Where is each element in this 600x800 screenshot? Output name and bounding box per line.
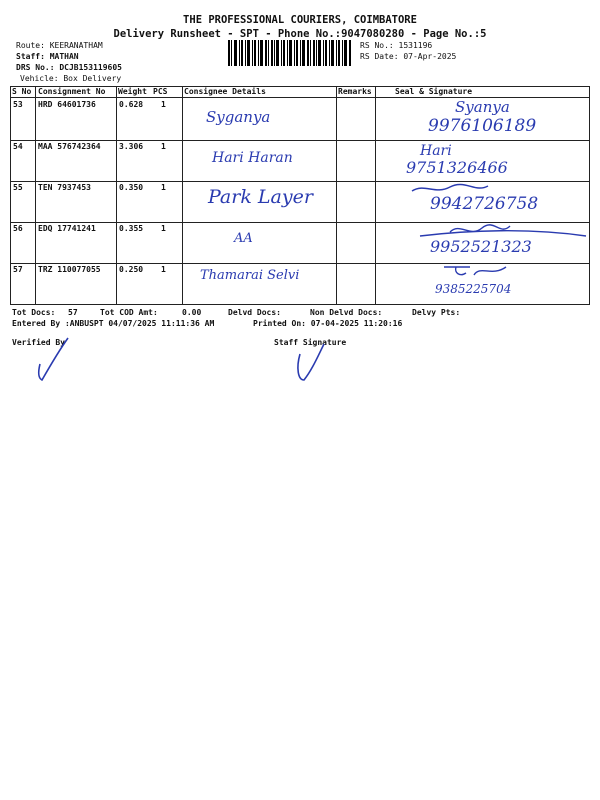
route-label: Route: KEERANATHAM — [16, 41, 103, 50]
row-weight: 0.250 — [119, 265, 144, 274]
row-consignment: EDQ 17741241 — [38, 224, 96, 233]
signature-name: Syanya — [455, 98, 510, 116]
signature-scribble — [440, 263, 510, 279]
verified-signature-mark — [32, 336, 72, 382]
delvd-docs-label: Delvd Docs: — [228, 308, 281, 317]
consignee-handwriting: Park Layer — [208, 186, 313, 208]
row-weight: 3.306 — [119, 142, 144, 151]
runsheet-subtitle: Delivery Runsheet - SPT - Phone No.:9047080280 - Page No.:5 — [113, 28, 487, 40]
non-delvd-docs-label: Non Delvd Docs: — [310, 308, 383, 317]
tot-docs-value: 57 — [68, 308, 78, 317]
entered-by: Entered By :ANBUSPT 04/07/2025 11:11:36 AM — [12, 319, 215, 328]
header-sno: S No — [12, 87, 32, 96]
tot-cod-value: 0.00 — [182, 308, 202, 317]
signature-phone: 9952521323 — [430, 237, 532, 256]
signature-name: Hari — [420, 143, 452, 159]
header-seal-signature: Seal & Signature — [395, 87, 473, 96]
header-consignment: Consignment No — [38, 87, 106, 96]
signature-phone: 9976106189 — [428, 116, 537, 136]
row-weight: 0.628 — [119, 100, 144, 109]
row-sno: 53 — [13, 100, 23, 109]
row-sno: 54 — [13, 142, 23, 151]
printed-on: Printed On: 07-04-2025 11:20:16 — [253, 319, 403, 328]
row-pcs: 1 — [161, 224, 166, 233]
consignee-handwriting: Thamarai Selvi — [200, 268, 300, 283]
vehicle-label: Vehicle: Box Delivery — [20, 74, 122, 83]
delvy-pts-label: Delvy Pts: — [412, 308, 461, 317]
row-sno: 55 — [13, 183, 23, 192]
signature-phone: 9751326466 — [406, 158, 508, 177]
header-pcs: PCS — [153, 87, 168, 96]
row-sno: 57 — [13, 265, 23, 274]
row-sno: 56 — [13, 224, 23, 233]
header-consignee: Consignee Details — [184, 87, 266, 96]
staff-signature-label: Staff Signature — [274, 338, 347, 347]
consignee-handwriting: Syganya — [206, 108, 271, 126]
barcode — [228, 40, 352, 66]
tot-cod-label: Tot COD Amt: — [100, 308, 158, 317]
verified-by-label: Verified By — [12, 338, 65, 347]
rs-date-label: RS Date: 07-Apr-2025 — [360, 52, 457, 61]
company-title: THE PROFESSIONAL COURIERS, COIMBATORE — [183, 14, 417, 26]
row-consignment: TRZ 110077055 — [38, 265, 101, 274]
signature-phone: 9942726758 — [430, 194, 539, 214]
consignee-handwriting: Hari Haran — [212, 150, 293, 166]
runsheet-table — [10, 86, 590, 305]
consignee-handwriting: AA — [234, 231, 253, 246]
row-consignment: MAA 576742364 — [38, 142, 101, 151]
row-consignment: TEN 7937453 — [38, 183, 91, 192]
staff-signature-mark — [292, 340, 328, 384]
drs-label: DRS No.: DCJB153119605 — [16, 63, 122, 72]
row-pcs: 1 — [161, 142, 166, 151]
rs-no-label: RS No.: 1531196 — [360, 41, 433, 50]
row-pcs: 1 — [161, 100, 166, 109]
row-weight: 0.350 — [119, 183, 144, 192]
staff-label: Staff: MATHAN — [16, 52, 79, 61]
signature-phone: 9385225704 — [435, 282, 512, 296]
tot-docs-label: Tot Docs: — [12, 308, 56, 317]
row-pcs: 1 — [161, 183, 166, 192]
row-weight: 0.355 — [119, 224, 144, 233]
header-remarks: Remarks — [338, 87, 372, 96]
row-pcs: 1 — [161, 265, 166, 274]
header-weight: Weight — [118, 87, 147, 96]
row-consignment: HRD 64601736 — [38, 100, 96, 109]
